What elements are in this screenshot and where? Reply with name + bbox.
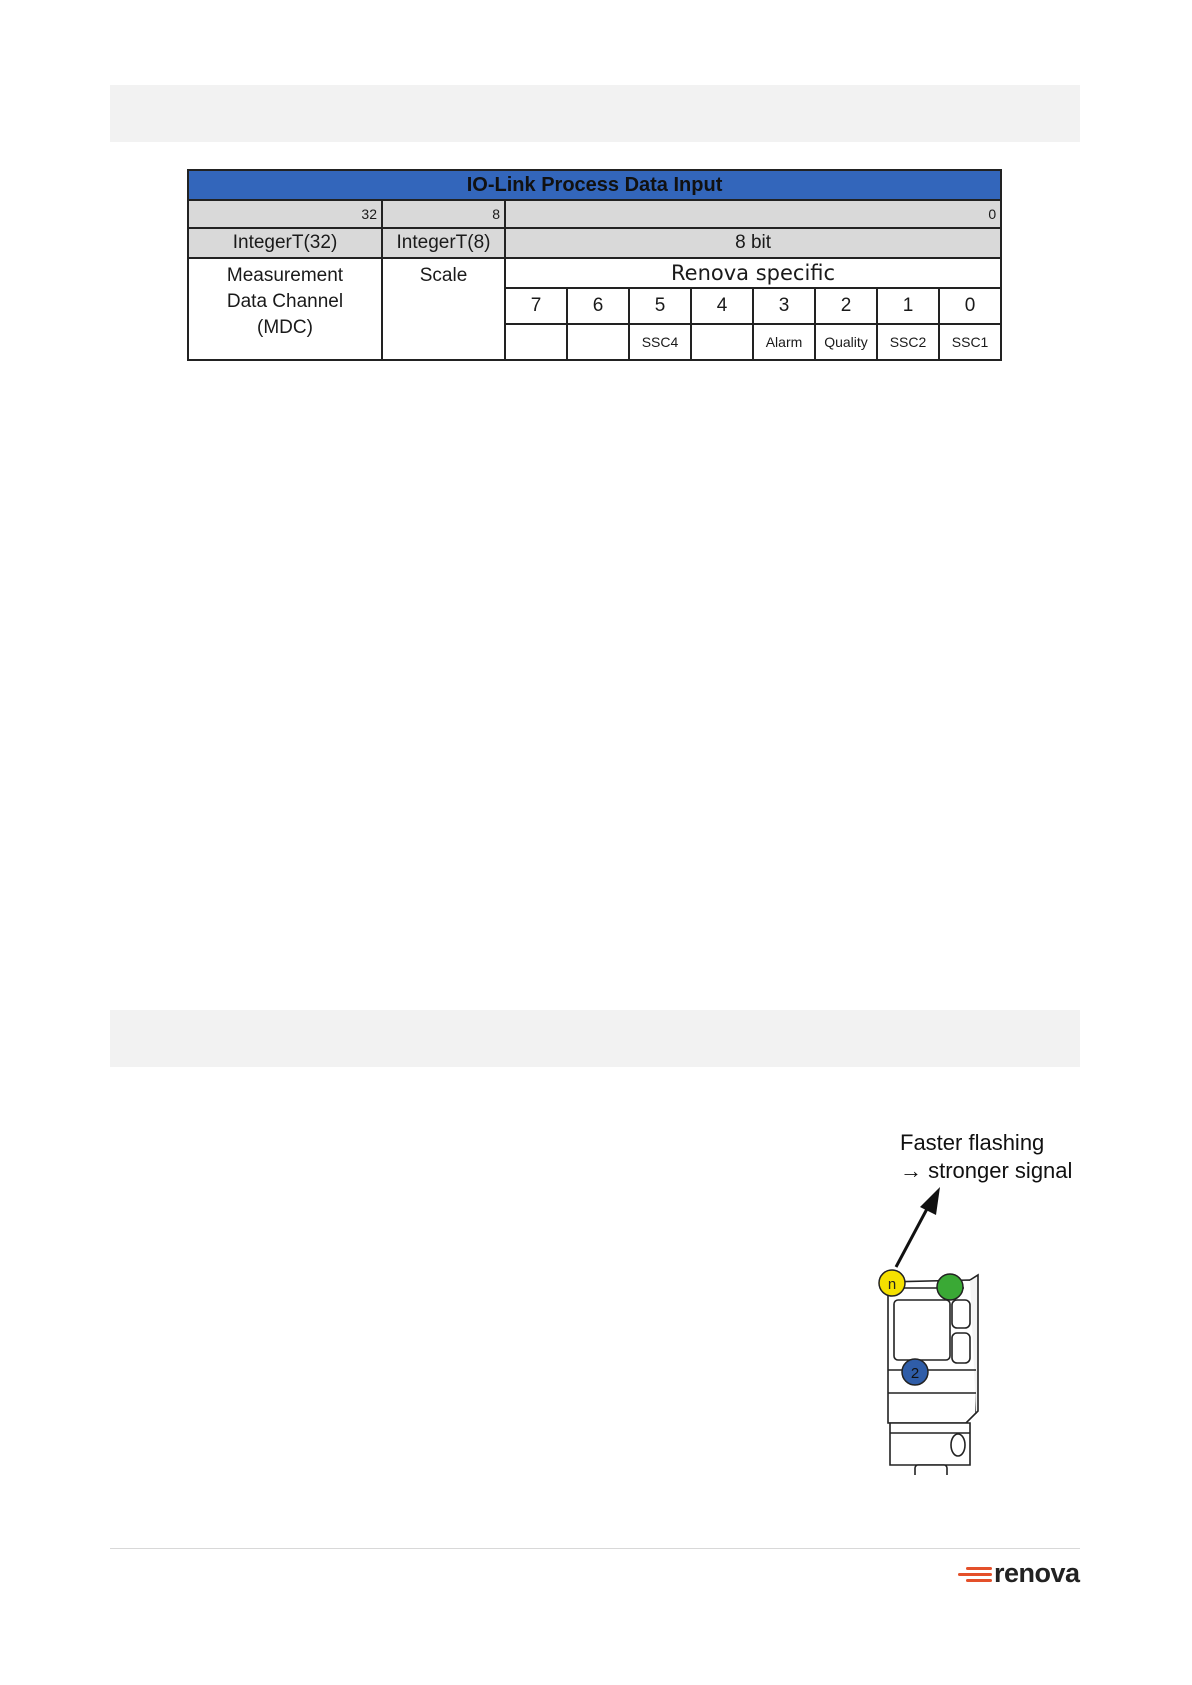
process-data-table [187,169,1002,361]
section-header-band [110,85,1080,142]
figure-caption-line-1: Faster flashing [900,1130,1045,1155]
bit-position-scale: 8 [382,200,505,228]
mdc-description [188,258,382,360]
sensor-device-illustration [860,1125,1090,1475]
bit-5: 5 [629,288,691,324]
type-status: 8 bit [505,228,1001,258]
bit-1: 1 [877,288,939,324]
renova-specific-label: Renova specific [505,258,1001,288]
flag-alarm: Alarm [753,324,815,360]
flag-ssc2: SSC2 [877,324,939,360]
bit-3: 3 [753,288,815,324]
type-scale: IntegerT(8) [382,228,505,258]
bit-4: 4 [691,288,753,324]
flag-bit-7 [505,324,567,360]
renova-logo-text: renova [994,1557,1080,1588]
renova-logo-mark-icon [958,1563,992,1583]
section-header-band-2 [110,1010,1080,1067]
signal-arrow-line [896,1207,928,1267]
figure-caption-line-2: → stronger signal [900,1158,1073,1183]
type-mdc: IntegerT(32) [188,228,382,258]
flag-ssc4: SSC4 [629,324,691,360]
yellow-led-label: n [887,1276,897,1293]
mdc-line-2: Data Channel [226,291,344,312]
signal-arrowhead [920,1187,940,1215]
bit-0: 0 [939,288,1001,324]
renova-logo [958,1556,1080,1590]
sensor-body [888,1275,978,1475]
bit-2: 2 [815,288,877,324]
blue-led-label: 2 [910,1365,920,1382]
bit-7: 7 [505,288,567,324]
mdc-line-3: (MDC) [257,317,313,338]
bit-6: 6 [567,288,629,324]
bit-position-mdc: 32 [188,200,382,228]
table-title: IO-Link Process Data Input [188,170,1001,200]
flag-ssc1: SSC1 [939,324,1001,360]
green-led-indicator [937,1274,963,1300]
flag-quality: Quality [815,324,877,360]
mdc-line-1: Measurement [226,265,344,286]
scale-description: Scale [382,258,505,360]
flag-bit-6 [567,324,629,360]
flag-bit-4 [691,324,753,360]
bit-position-status: 0 [505,200,1001,228]
footer-divider [110,1548,1080,1549]
